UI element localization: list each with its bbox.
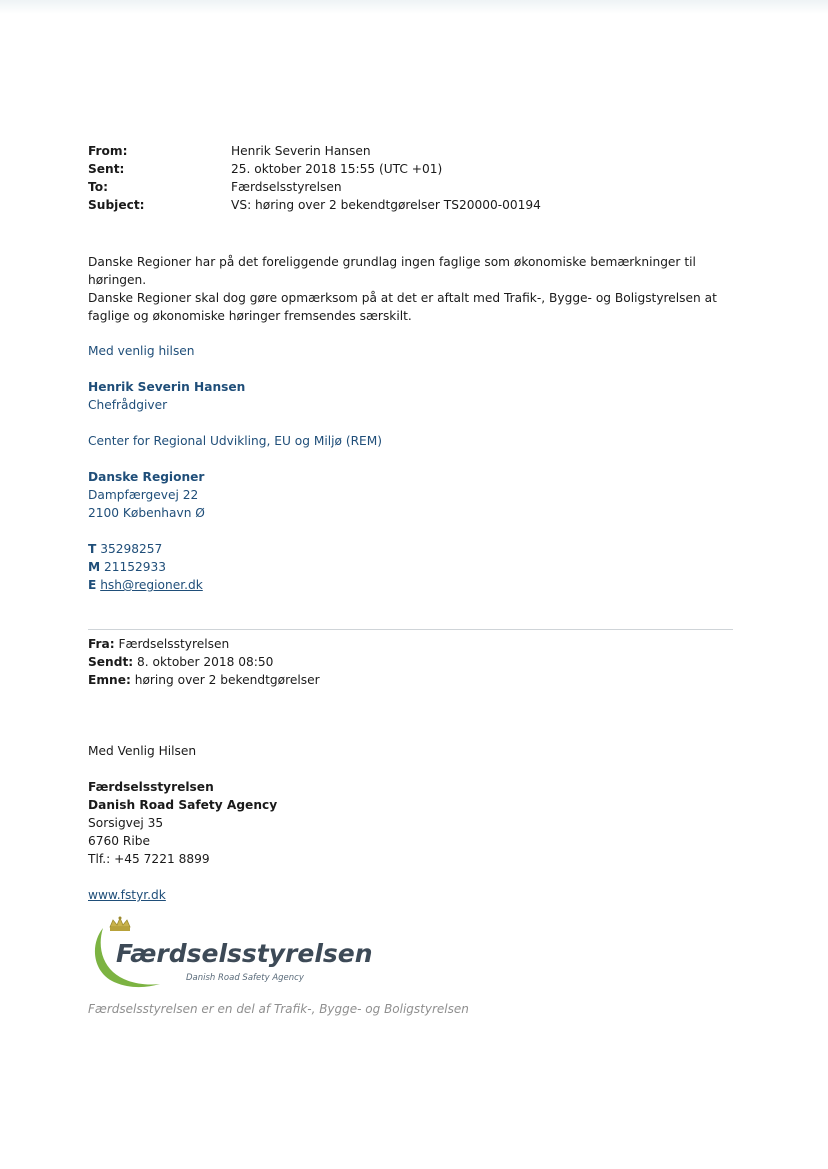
- phone-value: 35298257: [100, 542, 163, 556]
- fra-value: Færdselsstyrelsen: [118, 637, 230, 651]
- agency-address: [88, 778, 277, 868]
- from-value: Henrik Severin Hansen: [231, 144, 371, 158]
- agency-city: 6760 Ribe: [88, 834, 150, 848]
- body-line: Danske Regioner skal dog gøre opmærksom på at det er aftalt med Trafik-, Bygge- og Boligstyrelsen at: [88, 291, 717, 305]
- agency-logo: [86, 916, 373, 994]
- signature-department: Center for Regional Udvikling, EU og Miljø (REM): [88, 434, 383, 448]
- signature-title: Chefrådgiver: [88, 398, 168, 412]
- divider: [88, 629, 733, 630]
- signature-name: Henrik Severin Hansen: [88, 380, 246, 394]
- logo-subtext: Danish Road Safety Agency: [186, 973, 304, 983]
- signature-person: [88, 378, 245, 414]
- agency-name: Færdselsstyrelsen: [88, 780, 214, 794]
- sent-label: Sent:: [88, 162, 125, 176]
- scan-edge: [0, 0, 828, 14]
- email-link[interactable]: hsh@regioner.dk: [100, 578, 203, 592]
- message-body: [88, 253, 717, 325]
- emne-line: [88, 671, 320, 689]
- signature-street: Dampfærgevej 22: [88, 488, 199, 502]
- website-link[interactable]: www.fstyr.dk: [88, 888, 166, 902]
- signature-org: Danske Regioner: [88, 470, 205, 484]
- forwarded-header: [88, 635, 320, 689]
- sendt-label: Sendt:: [88, 655, 134, 669]
- agency-tagline: Færdselsstyrelsen er en del af Trafik-, Bygge- og Boligstyrelsen: [88, 1002, 469, 1016]
- sent-value: 25. oktober 2018 15:55 (UTC +01): [231, 162, 443, 176]
- mobile-label: M: [88, 560, 101, 574]
- signature-city: 2100 København Ø: [88, 506, 205, 520]
- signature-contact: [88, 540, 203, 594]
- subject-label: Subject:: [88, 198, 145, 212]
- agency-name-en: Danish Road Safety Agency: [88, 798, 278, 812]
- sendt-value: 8. oktober 2018 08:50: [137, 655, 274, 669]
- fra-line: [88, 635, 320, 653]
- emne-label: Emne:: [88, 673, 131, 687]
- to-value: Færdselsstyrelsen: [231, 180, 342, 194]
- fra-label: Fra:: [88, 637, 115, 651]
- agency-phone: Tlf.: +45 7221 8899: [88, 852, 210, 866]
- signature-org-address: [88, 468, 205, 522]
- phone-line: [88, 540, 203, 558]
- signature-greeting: Med venlig hilsen: [88, 344, 195, 358]
- mobile-value: 21152933: [104, 560, 167, 574]
- agency-street: Sorsigvej 35: [88, 816, 164, 830]
- agency-greeting: Med Venlig Hilsen: [88, 744, 197, 758]
- logo-wordmark: Færdselsstyrelsen: [116, 939, 373, 968]
- body-line: høringen.: [88, 273, 147, 287]
- phone-label: T: [88, 542, 97, 556]
- body-line: Danske Regioner har på det foreliggende grundlag ingen faglige som økonomiske bemærkninger til: [88, 255, 696, 269]
- crown-icon: [110, 917, 130, 932]
- emne-value: høring over 2 bekendtgørelser: [134, 673, 320, 687]
- sendt-line: [88, 653, 320, 671]
- email-line: [88, 576, 203, 594]
- email-label: E: [88, 578, 97, 592]
- subject-value: VS: høring over 2 bekendtgørelser TS20000-00194: [231, 198, 541, 212]
- body-line: faglige og økonomiske høringer fremsendes særskilt.: [88, 309, 412, 323]
- agency-website-row: [88, 886, 166, 904]
- from-label: From:: [88, 144, 128, 158]
- mobile-line: [88, 558, 203, 576]
- to-label: To:: [88, 180, 108, 194]
